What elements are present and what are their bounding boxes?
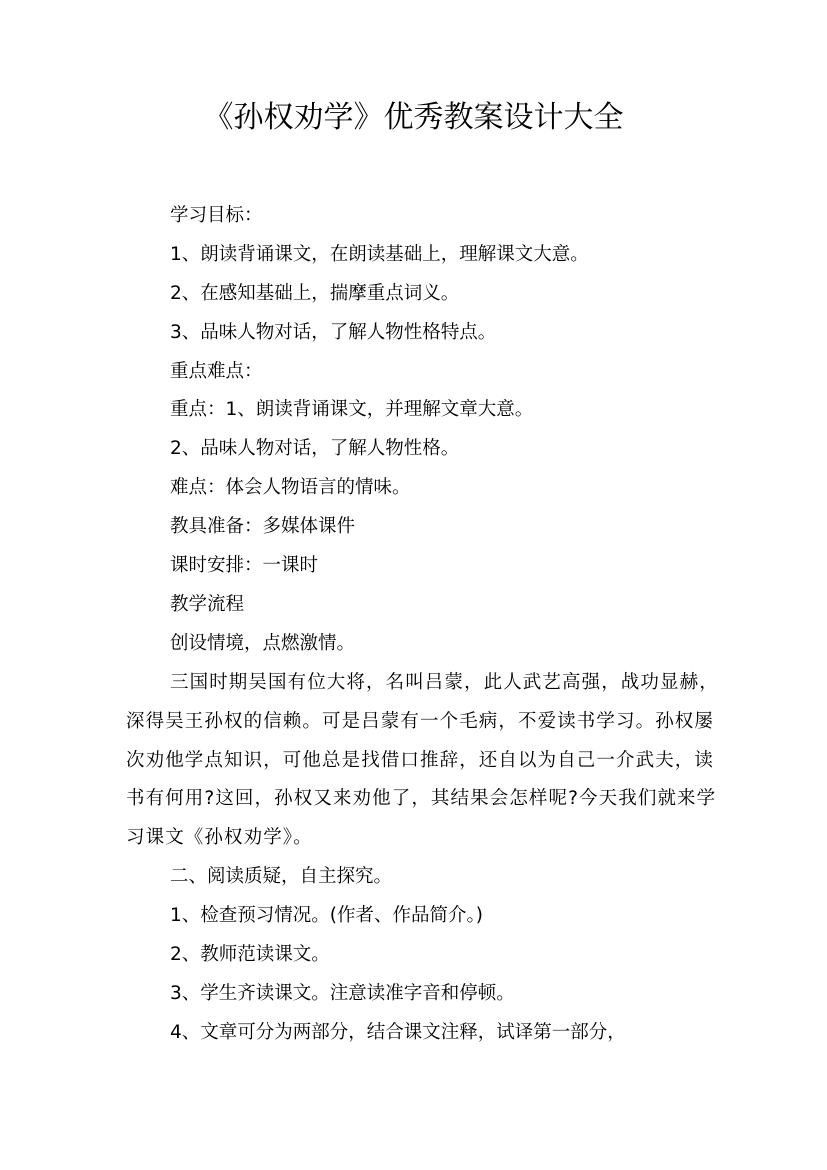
step-item-2: 2、教师范读课文。 — [170, 944, 330, 965]
goal-item-2: 2、在感知基础上，揣摩重点词义。 — [170, 282, 460, 304]
step-item-1: 1、检查预习情况。(作者、作品简介。) — [170, 905, 483, 927]
section-heading-learning-goals: 学习目标： — [170, 205, 263, 226]
step-item-3: 3、学生齐读课文。注意读准字音和停顿。 — [170, 982, 515, 1004]
key-point-2: 2、品味人物对话，了解人物性格。 — [170, 438, 460, 460]
goal-item-3: 3、品味人物对话，了解人物性格特点。 — [170, 321, 497, 343]
document-body — [126, 197, 726, 1053]
step-reading-questioning: 二、阅读质疑，自主探究。 — [170, 866, 393, 888]
intro-paragraph: 三国时期吴国有位大将，名叫吕蒙，此人武艺高强，战功显赫，深得吴王孙权的信赖。可是吕蒙有一个毛病，不爱读书学习。孙权屡次劝他学点知识，可他总是找借口推辞，还自以为自己一介武夫，读书有何用?这回，孙权又来劝他了，其结果会怎样呢?今天我们就来学习课文《孙权劝学》。 — [126, 671, 719, 849]
section-heading-teaching-process: 教学流程 — [170, 593, 245, 615]
document-title: 《孙权劝学》优秀教案设计大全 — [203, 100, 624, 135]
section-heading-key-points: 重点难点： — [170, 360, 263, 382]
step-item-4: 4、文章可分为两部分，结合课文注释，试译第一部分， — [170, 1021, 626, 1043]
difficult-point: 难点：体会人物语言的情味。 — [170, 477, 411, 499]
step-create-context: 创设情境，点燃激情。 — [170, 632, 356, 654]
class-schedule: 课时安排：一课时 — [170, 555, 319, 577]
goal-item-1: 1、朗读背诵课文，在朗读基础上，理解课文大意。 — [170, 243, 589, 265]
teaching-aids: 教具准备：多媒体课件 — [170, 516, 356, 538]
key-point-1: 重点：1、朗读背诵课文，并理解文章大意。 — [170, 399, 534, 421]
